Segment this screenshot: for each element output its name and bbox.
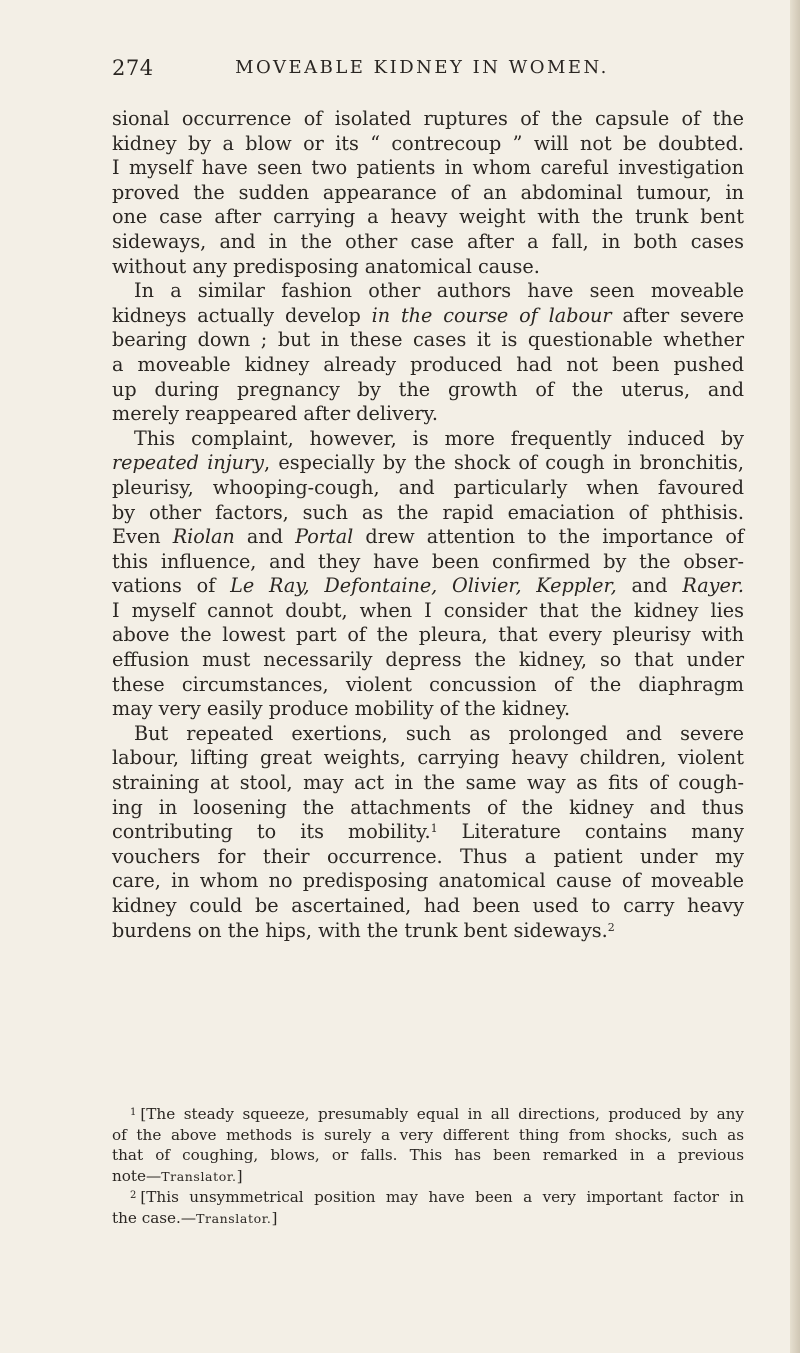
footnote-line bbox=[112, 1104, 744, 1125]
text-line: sideways, and in the other case after a fall, in both cases bbox=[112, 229, 744, 253]
text-line bbox=[112, 574, 744, 599]
author-name: Rayer. bbox=[682, 574, 745, 598]
text-line bbox=[112, 451, 744, 476]
text-run: vations of bbox=[112, 574, 231, 598]
page-header bbox=[112, 56, 732, 86]
text-line: without any predisposing anatomical cause. bbox=[112, 254, 540, 278]
text-run: contributing to its mobility. bbox=[112, 820, 431, 844]
text-line bbox=[112, 820, 744, 845]
translator-credit: Translator. bbox=[161, 1168, 237, 1184]
footnote-ref: 2 bbox=[607, 920, 615, 934]
text-line: vouchers for their occurrence. Thus a patient under my bbox=[112, 844, 744, 868]
italic-phrase: in the course of labour bbox=[371, 303, 612, 327]
text-line: these circumstances, violent concussion of the diaphragm bbox=[112, 672, 744, 696]
text-line: proved the sudden appearance of an abdominal tumour, in bbox=[112, 180, 744, 204]
text-run: [This unsymmetrical position may have been a very important factor in bbox=[140, 1188, 744, 1207]
author-names: Le Ray, Defontaine, Olivier, Keppler, bbox=[230, 574, 617, 598]
text-line: sional occurrence of isolated ruptures of the capsule of the bbox=[112, 107, 744, 130]
page-number: 274 bbox=[112, 56, 154, 80]
text-line: may very easily produce mobility of the kidney. bbox=[112, 697, 571, 721]
footnote-line: of the above methods is surely a very different thing from shocks, such as bbox=[112, 1125, 744, 1144]
page-edge bbox=[790, 0, 800, 1353]
footnote-line bbox=[112, 1208, 744, 1230]
text-run: Even bbox=[112, 525, 173, 549]
text-line: a moveable kidney already produced had not been pushed bbox=[112, 352, 744, 376]
text-line: But repeated exertions, such as prolonged and severe bbox=[134, 721, 744, 745]
text-line bbox=[112, 919, 744, 944]
text-line: labour, lifting great weights, carrying heavy children, violent bbox=[112, 746, 744, 770]
text-line: kidney by a blow or its “ contrecoup ” will not be doubted. bbox=[112, 131, 744, 155]
text-line: pleurisy, whooping-cough, and particularly when favoured bbox=[112, 475, 744, 499]
text-run: ] bbox=[271, 1208, 278, 1227]
text-line bbox=[112, 304, 744, 329]
footnote-mark: 1 bbox=[130, 1107, 137, 1118]
footnotes bbox=[112, 1104, 744, 1230]
text-line: up during pregnancy by the growth of the uterus, and bbox=[112, 377, 744, 401]
text-line: This complaint, however, is more frequently induced by bbox=[134, 426, 744, 450]
text-line: effusion must necessarily depress the kidney, so that under bbox=[112, 648, 744, 672]
footnote-line bbox=[112, 1166, 744, 1188]
text-run: kidneys actually develop bbox=[112, 303, 372, 327]
author-name: Riolan bbox=[172, 525, 235, 549]
text-line: I myself cannot doubt, when I consider that the kidney lies bbox=[112, 598, 744, 622]
text-run: burdens on the hips, with the trunk bent sideways. bbox=[112, 918, 608, 942]
text-line bbox=[112, 525, 744, 550]
text-run: note— bbox=[112, 1166, 162, 1185]
footnote-mark: 2 bbox=[130, 1190, 137, 1202]
text-run: and bbox=[616, 574, 683, 598]
text-line: I myself have seen two patients in whom careful investigation bbox=[112, 156, 744, 180]
text-run: [The steady squeeze, presumably equal in all directions, produced by any bbox=[140, 1105, 744, 1123]
text-run: and bbox=[234, 525, 296, 549]
running-title: MOVEABLE KIDNEY IN WOMEN. bbox=[235, 57, 609, 78]
text-line: kidney could be ascertained, had been used to carry heavy bbox=[112, 894, 744, 917]
footnote-ref: 1 bbox=[430, 822, 438, 836]
author-name: Portal bbox=[295, 525, 354, 549]
footnote-line: that of coughing, blows, or falls. This has been remarked in a previous bbox=[112, 1146, 744, 1165]
text-run: after severe bbox=[611, 303, 745, 327]
text-run: , especially by the shock of cough in bronchitis, bbox=[264, 451, 744, 475]
text-line: by other factors, such as the rapid emaciation of phthisis. bbox=[112, 500, 744, 524]
text-line: In a similar fashion other authors have seen moveable bbox=[134, 279, 744, 303]
text-run: the case.— bbox=[112, 1208, 197, 1227]
italic-phrase: repeated injury bbox=[112, 451, 265, 475]
text-run: Literature contains many bbox=[437, 820, 744, 844]
text-line: bearing down ; but in these cases it is questionable whether bbox=[112, 328, 744, 352]
text-line: straining at stool, may act in the same way as fits of cough- bbox=[112, 771, 744, 795]
body-text bbox=[112, 107, 744, 943]
text-run: drew attention to the importance of bbox=[353, 525, 744, 549]
text-line: above the lowest part of the pleura, that every pleurisy with bbox=[112, 623, 744, 647]
translator-credit: Translator. bbox=[196, 1210, 272, 1226]
text-line: one case after carrying a heavy weight with the trunk bent bbox=[112, 205, 744, 229]
text-line: merely reappeared after delivery. bbox=[112, 402, 438, 426]
footnote-line bbox=[112, 1187, 744, 1208]
text-line: this influence, and they have been confirmed by the obser- bbox=[112, 549, 744, 573]
text-line: care, in whom no predisposing anatomical cause of moveable bbox=[112, 869, 744, 893]
text-line: ing in loosening the attachments of the kidney and thus bbox=[112, 795, 744, 819]
text-run: ] bbox=[236, 1166, 243, 1185]
